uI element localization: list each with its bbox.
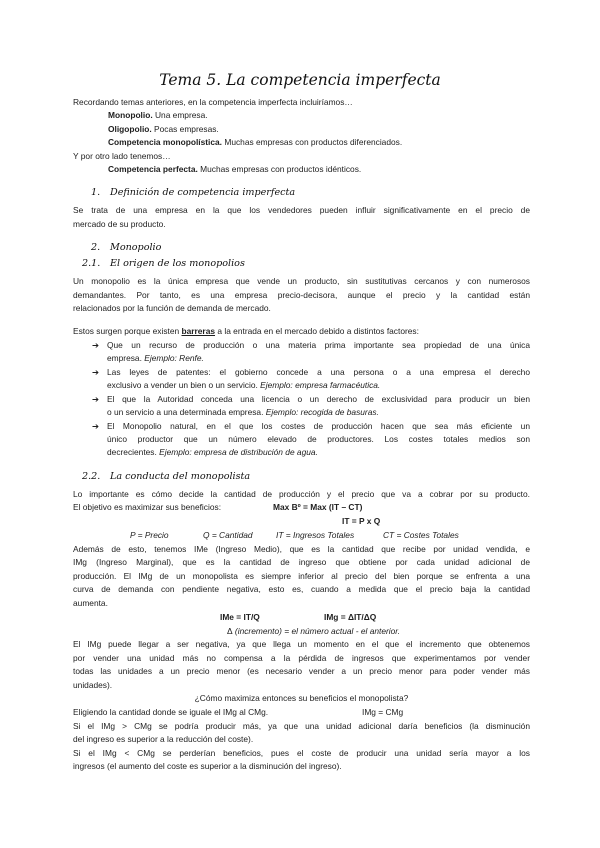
intro-text: Recordando temas anteriores, en la competencia imperfecta incluiríamos… <box>73 97 353 107</box>
s21-line-3: relacionados por la función de demanda de mercado. <box>73 303 271 313</box>
formula-it: IT = P x Q <box>342 516 381 526</box>
bullet-2-line-1: Las leyes de patentes: el gobierno concede a una persona o a una empresa el derecho <box>107 367 530 377</box>
arrow-icon: ➔ <box>92 367 100 377</box>
formula-img: IMg = ΔIT/ΔQ <box>324 612 377 622</box>
formula-max-benefit: Max Bº = Max (IT – CT) <box>273 502 363 512</box>
section-2-1-heading: 2.1. El origen de los monopolios <box>82 258 245 269</box>
question-text: ¿Cómo maximiza entonces su beneficios el monopolista? <box>194 693 409 703</box>
s22-line-2: El objetivo es maximizar sus beneficios: <box>73 502 222 512</box>
market-type-monopolistica: Competencia monopolística. Muchas empresas con productos diferenciados. <box>108 137 403 147</box>
para-1-line-5: aumenta. <box>73 598 108 608</box>
section-2-2-heading: 2.2. La conducta del monopolista <box>82 471 251 482</box>
market-type-perfecta: Competencia perfecta. Muchas empresas con productos idénticos. <box>108 164 362 174</box>
para-1-line-3: producción. El IMg de un monopolista es siempre inferior al precio del bien porque se enfrenta a una <box>73 571 530 581</box>
s22-line-1: Lo importante es cómo decide la cantidad de producción y el precio que va a cobrar por su producto. <box>73 489 530 499</box>
bullet-1-line-2: empresa. Ejemplo: Renfe. <box>107 353 204 363</box>
s21-line-1: Un monopolio es la única empresa que vende un producto, sin sustitutivas cercanos y con numerosos <box>73 276 530 286</box>
section-1-heading: 1. Definición de competencia imperfecta <box>91 187 296 198</box>
page-title: Tema 5. La competencia imperfecta <box>159 71 441 89</box>
s1-line-1: Se trata de una empresa en la que los vendedores pueden influir significativamente en el precio de <box>73 205 530 215</box>
def-it: IT = Ingresos Totales <box>276 530 355 540</box>
answer-formula: IMg = CMg <box>362 707 404 717</box>
arrow-icon: ➔ <box>92 421 100 431</box>
para-2-line-4: unidades). <box>73 680 113 690</box>
bullet-4-line-1: El Monopolio natural, en el que los costes de producción hacen que sea más eficiente un <box>107 421 530 431</box>
para-2-line-1: El IMg puede llegar a ser negativa, ya que llega un momento en el que el incremento que obtenemos <box>73 639 530 649</box>
market-type-oligopolio: Oligopolio. Pocas empresas. <box>108 124 219 134</box>
def-ct: CT = Costes Totales <box>383 530 459 540</box>
para-4-line-1: Si el IMg < CMg se perderían beneficios, pues el coste de producir una unidad sería mayor a los <box>73 748 530 758</box>
para-2-line-2: por vender una unidad más no compensa a la pérdida de ingresos que experimentamos por vender <box>73 653 530 663</box>
bullet-4-line-3: decrecientes. Ejemplo: empresa de distribución de agua. <box>107 447 318 457</box>
arrow-icon: ➔ <box>92 340 100 350</box>
para-3-line-2: del ingreso es superior a la reducción del coste). <box>73 734 254 744</box>
bullet-1-line-1: Que un recurso de producción o una materia prima importante sea propiedad de una única <box>107 340 530 350</box>
delta-note: Δ (incremento) = el número actual - el anterior. <box>227 626 401 636</box>
barriers-line: Estos surgen porque existen barreras a la entrada en el mercado debido a distintos factores: <box>73 326 419 336</box>
para-2-line-3: todas las unidades a un precio menor (es necesario vender a un precio menor para poder vender más <box>73 666 530 676</box>
market-type-monopolio: Monopolio. Una empresa. <box>108 110 208 120</box>
def-p: P = Precio <box>130 530 169 540</box>
def-q: Q = Cantidad <box>203 530 253 540</box>
para-4-line-2: ingresos (el aumento del coste es superior a la disminución del ingreso). <box>73 761 342 771</box>
answer-text: Eligiendo la cantidad donde se iguale el IMg al CMg. <box>73 707 269 717</box>
formula-ime: IMe = IT/Q <box>220 612 260 622</box>
bullet-3-line-2: o un servicio a una determinada empresa. Ejemplo: recogida de basuras. <box>107 407 379 417</box>
arrow-icon: ➔ <box>92 394 100 404</box>
section-2-heading: 2. Monopolio <box>91 242 162 253</box>
also-text: Y por otro lado tenemos… <box>73 151 171 161</box>
para-1-line-1: Además de esto, tenemos IMe (Ingreso Medio), que es la cantidad que recibe por unidad vendida, e <box>73 544 530 554</box>
para-3-line-1: Si el IMg > CMg se podría producir más, ya que una unidad adicional daría beneficios (la disminución <box>73 721 530 731</box>
bullet-2-line-2: exclusivo a vender un bien o un servicio. Ejemplo: empresa farmacéutica. <box>107 380 381 390</box>
s21-line-2: demandantes. Por tanto, es una empresa precio-decisora, aunque el precio y la cantidad están <box>73 290 530 300</box>
bullet-4-line-2: único productor que un número elevado de productores. Los costes totales medios son <box>107 434 530 444</box>
para-1-line-2: IMg (Ingreso Marginal), que es la cantidad de ingreso que obtiene por cada unidad adicional de <box>73 557 530 567</box>
s1-line-2: mercado de su producto. <box>73 219 166 229</box>
para-1-line-4: curva de demanda con pendiente negativa, esto es, cuando a medida que el precio baja la cantidad <box>73 584 530 594</box>
bullet-3-line-1: El que la Autoridad conceda una licencia o un derecho de exclusividad para producir un bien <box>107 394 530 404</box>
